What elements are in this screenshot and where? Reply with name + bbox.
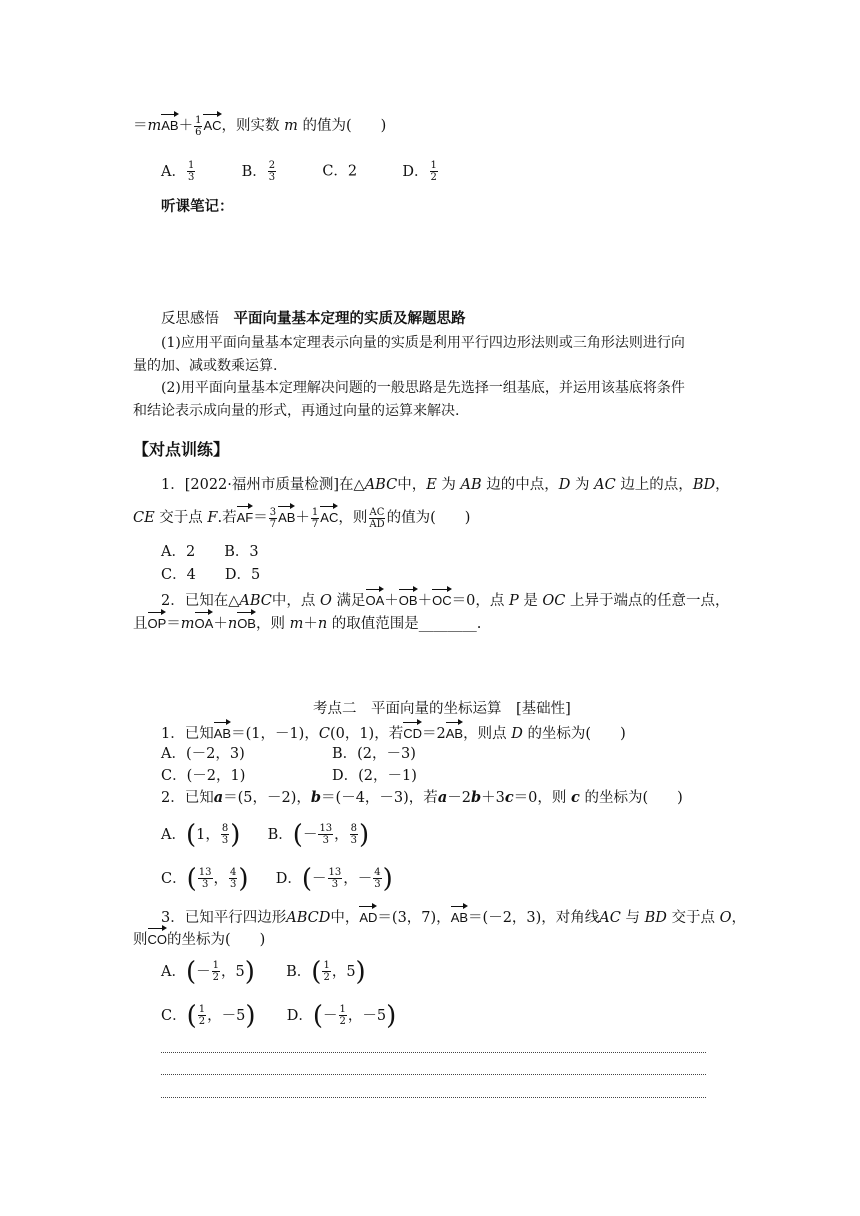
s3-line2: 则CO的坐标为( ) (133, 927, 265, 950)
s2-option-d[interactable]: D．(－ $\frac{13}{3}$ ，－ $\frac{4}{3}$ ) (275, 863, 393, 894)
reflection-p1a: (1)应用平面向量基本定理表示向量的实质是利用平行四边形法则或三角形法则进行向 (161, 335, 685, 351)
section2-title: 考点二 平面向量的坐标运算 [基础性] (313, 701, 571, 717)
t1-options-cd[interactable]: C．4 D．5 (161, 567, 261, 583)
s3-option-c[interactable]: C．( $\frac{1}{2}$ ，－5) (161, 1000, 256, 1031)
option-b[interactable]: B． $\frac{2}{3}$ (241, 160, 276, 183)
s3-option-a[interactable]: A．(－ $\frac{1}{2}$ ，5) (161, 956, 255, 987)
s3-options-ab (161, 956, 366, 987)
s2-option-b[interactable]: B．(－ $\frac{13}{3}$ ， $\frac{8}{3}$ ) (267, 819, 370, 850)
vector-ab: AB (161, 113, 178, 136)
t1-line1: 1．[2022·福州市质量检测]在△ABC中，E 为 AB 边的中点，D 为 AC 边上的点，BD， (161, 477, 730, 493)
notes-label: 听课笔记： (161, 199, 234, 215)
fraction: $\frac{1}{6}$ (195, 114, 202, 138)
reflection-p2b: 和结论表示成向量的形式，再通过向量的运算来解决. (133, 403, 460, 419)
s2-option-a[interactable]: A．(1， $\frac{8}{3}$ ) (161, 819, 241, 850)
answer-line-1[interactable] (161, 1052, 706, 1053)
answer-line-2[interactable] (161, 1074, 706, 1075)
s3-option-b[interactable]: B．( $\frac{1}{2}$ ，5) (286, 956, 366, 987)
option-a[interactable]: A． $\frac{1}{3}$ (161, 160, 195, 183)
reflection-p2a: (2)用平面向量基本定理解决问题的一般思路是先选择一组基底，并运用该基底将条件 (161, 380, 685, 396)
vector-ac: AC (203, 113, 221, 136)
option-d[interactable]: D． $\frac{1}{2}$ (402, 160, 437, 183)
s1-option-b[interactable]: B．(2，－3) (332, 746, 416, 762)
s2-options-ab (161, 819, 370, 850)
s3-line1: 3．已知平行四边形ABCD中，AD＝(3，7)，AB＝(－2，3)，对角线AC 与 BD 交于点 O， (161, 905, 746, 928)
q0-line1: ＝mAB＋ $\frac{1}{6}$ AC，则实数 m 的值为( ) (133, 114, 387, 138)
t2-line2: 且OP＝mOA＋nOB，则 m＋n 的取值范围是________. (133, 611, 481, 634)
reflection-p1b: 量的加、减或数乘运算. (133, 358, 278, 374)
t1-line2: CE 交于点 F.若AF＝ $\frac{3}{7}$ AB＋ $\frac{1}{7}$ AC，则 $\frac{AC}{AD}$ 的值为( ) (133, 506, 471, 530)
q0-options (161, 160, 439, 183)
s1-option-d[interactable]: D．(2，－1) (332, 768, 417, 784)
s1-option-a[interactable]: A．(－2，3) (161, 746, 245, 762)
s3-option-d[interactable]: D．(－ $\frac{1}{2}$ ，－5) (286, 1000, 397, 1031)
option-c[interactable]: C．2 (322, 163, 358, 180)
t1-options-ab[interactable]: A．2 B．3 (161, 544, 259, 560)
s2-line: 2．已知a＝(5，－2)，b＝(－4，－3)，若a－2b＋3c＝0，则 c 的坐标为( ) (161, 789, 683, 806)
s1-line: 1．已知AB＝(1，－1)，C(0，1)，若CD＝2AB，则点 D 的坐标为( ) (161, 721, 626, 744)
training-heading: 【对点训练】 (133, 440, 230, 459)
reflection-heading: 反思感悟 平面向量基本定理的实质及解题思路 (161, 311, 466, 327)
t2-line1: 2．已知在△ABC中，点 O 满足OA＋OB＋OC＝0，点 P 是 OC 上异于端点的任意一点， (161, 588, 730, 611)
s2-options-cd (161, 863, 393, 894)
s2-option-c[interactable]: C．( $\frac{13}{3}$ ， $\frac{4}{3}$ ) (161, 863, 249, 894)
s3-options-cd (161, 1000, 397, 1031)
answer-line-3[interactable] (161, 1097, 706, 1098)
s1-option-c[interactable]: C．(－2，1) (161, 768, 246, 784)
